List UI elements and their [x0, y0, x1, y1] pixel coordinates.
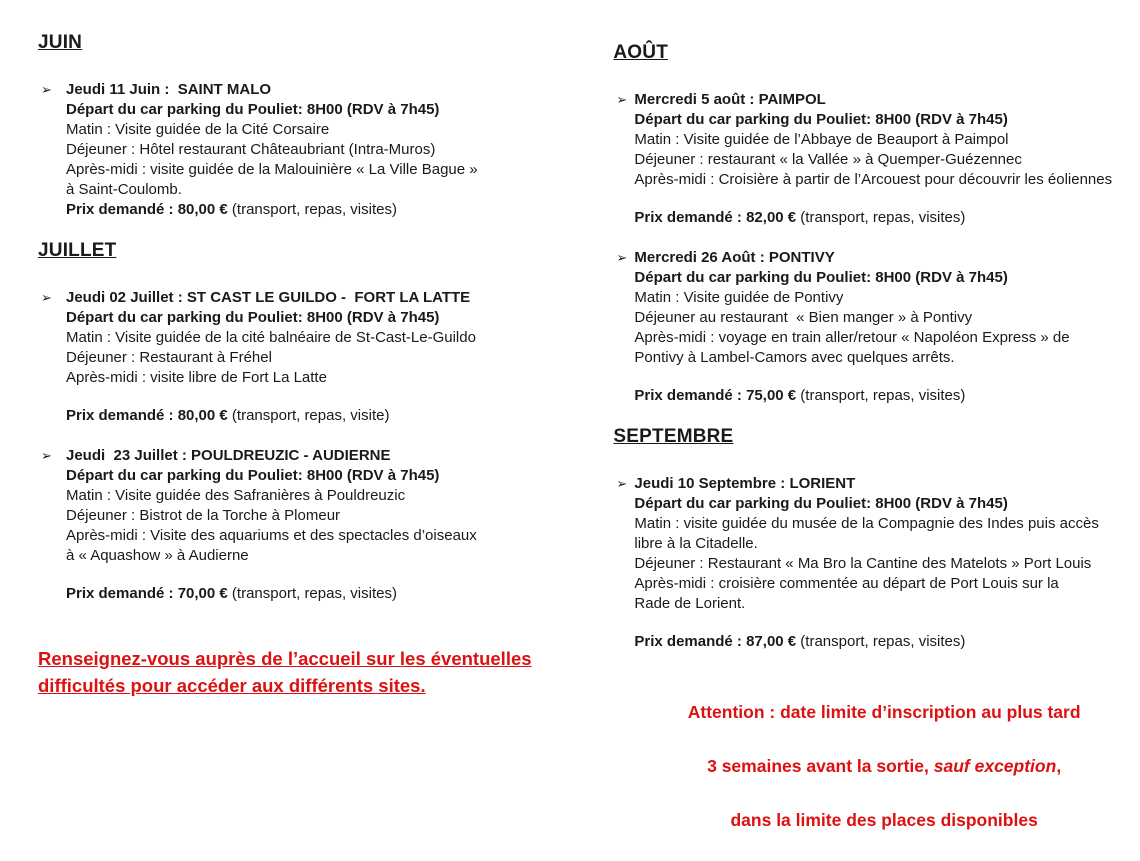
event-st-cast: [38, 288, 572, 426]
price-includes: (transport, repas, visite): [227, 407, 390, 424]
price-line: [634, 208, 1116, 228]
price-line: [634, 632, 1116, 652]
detail-line: Matin : Visite guidée de la cité balnéaire de St-Cast-Le-Guildo: [66, 329, 476, 346]
arrow-bullet-icon: ➢: [616, 92, 628, 107]
two-column-layout: [38, 32, 1116, 861]
month-header-juin: JUIN: [38, 32, 83, 53]
left-column: [38, 32, 582, 861]
detail-line: Matin : Visite guidée de Pontivy: [634, 289, 844, 306]
event-lorient: [613, 474, 1116, 652]
arrow-bullet-icon: ➢: [41, 82, 52, 97]
event-title: Mercredi 26 Août : PONTIVY: [634, 249, 835, 266]
month-header-aout: AOÛT: [613, 42, 669, 63]
event-title: Jeudi 23 Juillet : POULDREUZIC - AUDIERNE: [66, 447, 391, 464]
section-aout: [613, 42, 1116, 406]
detail-line: Matin : Visite guidée des Safranières à Pouldreuzic: [66, 487, 406, 504]
detail-line: Déjeuner au restaurant « Bien manger » à Pontivy: [634, 309, 973, 326]
detail-line: Matin : Visite guidée de l’Abbaye de Beauport à Paimpol: [634, 131, 1009, 148]
price-amount: Prix demandé : 80,00 €: [66, 201, 228, 218]
detail-line: Déjeuner : Bistrot de la Torche à Plomeur: [66, 507, 341, 524]
detail-line: libre à la Citadelle.: [634, 535, 758, 552]
detail-line: Après-midi : Visite des aquariums et des spectacles d’oiseaux: [66, 527, 477, 544]
event-paimpol: [613, 90, 1116, 228]
month-header-juillet: JUILLET: [38, 240, 117, 261]
price-amount: Prix demandé : 80,00 €: [66, 407, 228, 424]
notice-line-2: difficultés pour accéder aux différents sites.: [38, 675, 426, 696]
departure-line: Départ du car parking du Pouliet: 8H00 (RDV à 7h45): [634, 495, 1008, 512]
price-line: [66, 200, 572, 220]
price-amount: Prix demandé : 82,00 €: [634, 209, 797, 226]
price-includes: (transport, repas, visites): [796, 387, 966, 404]
price-includes: (transport, repas, visites): [227, 585, 397, 602]
detail-line: Après-midi : croisière commentée au départ de Port Louis sur la: [634, 575, 1059, 592]
detail-line: Matin : Visite guidée de la Cité Corsaire: [66, 121, 330, 138]
event-title: Jeudi 11 Juin : SAINT MALO: [66, 81, 272, 98]
departure-line: Départ du car parking du Pouliet: 8H00 (RDV à 7h45): [66, 309, 440, 326]
arrow-bullet-icon: ➢: [41, 448, 52, 463]
attention-line-2-pre: 3 semaines avant la sortie,: [707, 756, 934, 776]
price-line: [66, 584, 572, 604]
price-includes: (transport, repas, visites): [796, 633, 966, 650]
detail-line: Déjeuner : Restaurant « Ma Bro la Cantine des Matelots » Port Louis: [634, 555, 1092, 572]
event-pouldreuzic: [38, 446, 572, 604]
departure-line: Départ du car parking du Pouliet: 8H00 (RDV à 7h45): [634, 269, 1008, 286]
detail-line: Après-midi : visite guidée de la Malouinière « La Ville Bague »: [66, 161, 478, 178]
price-line: [634, 386, 1116, 406]
detail-line: Déjeuner : restaurant « la Vallée » à Quemper-Guézennec: [634, 151, 1022, 168]
price-includes: (transport, repas, visites): [796, 209, 966, 226]
notice-line-1: Renseignez-vous auprès de l’accueil sur les éventuelles: [38, 648, 532, 669]
event-title: Jeudi 02 Juillet : ST CAST LE GUILDO - FORT LA LATTE: [66, 289, 471, 306]
arrow-bullet-icon: ➢: [616, 250, 628, 265]
price-amount: Prix demandé : 70,00 €: [66, 585, 228, 602]
section-juillet: [38, 240, 572, 604]
detail-line: à « Aquashow » à Audierne: [66, 547, 249, 564]
attention-line-2-italic: sauf exception: [933, 756, 1057, 776]
attention-line-2-post: ,: [1056, 756, 1062, 776]
detail-line: Rade de Lorient.: [634, 595, 746, 612]
detail-line: Après-midi : voyage en train aller/retour « Napoléon Express » de: [634, 329, 1070, 346]
arrow-bullet-icon: ➢: [41, 290, 52, 305]
event-title: Jeudi 10 Septembre : LORIENT: [634, 475, 856, 492]
price-line: [66, 406, 572, 426]
detail-line: Après-midi : visite libre de Fort La Latte: [66, 369, 327, 386]
detail-line: Après-midi : Croisière à partir de l’Arcouest pour découvrir les éoliennes: [634, 171, 1113, 188]
arrow-bullet-icon: ➢: [616, 476, 628, 491]
event-pontivy: [613, 248, 1116, 406]
departure-line: Départ du car parking du Pouliet: 8H00 (RDV à 7h45): [66, 101, 440, 118]
registration-deadline-warning: [613, 672, 1116, 861]
section-juin: [38, 32, 572, 220]
price-includes: (transport, repas, visites): [227, 201, 397, 218]
price-amount: Prix demandé : 75,00 €: [634, 387, 797, 404]
departure-line: Départ du car parking du Pouliet: 8H00 (RDV à 7h45): [634, 111, 1008, 128]
month-header-septembre: SEPTEMBRE: [613, 426, 734, 447]
event-saint-malo: [38, 80, 572, 220]
attention-line-1: Attention : date limite d’inscription au plus tard: [687, 702, 1081, 722]
departure-line: Départ du car parking du Pouliet: 8H00 (RDV à 7h45): [66, 467, 440, 484]
detail-line: à Saint-Coulomb.: [66, 181, 182, 198]
reception-notice: [38, 645, 572, 699]
detail-line: Matin : visite guidée du musée de la Compagnie des Indes puis accès: [634, 515, 1099, 532]
detail-line: Pontivy à Lambel-Camors avec quelques arrêts.: [634, 349, 955, 366]
detail-line: Déjeuner : Restaurant à Fréhel: [66, 349, 272, 366]
attention-line-3: dans la limite des places disponibles: [730, 810, 1038, 830]
section-septembre: [613, 426, 1116, 652]
event-title: Mercredi 5 août : PAIMPOL: [634, 91, 826, 108]
price-amount: Prix demandé : 87,00 €: [634, 633, 797, 650]
right-column: [613, 32, 1116, 861]
detail-line: Déjeuner : Hôtel restaurant Châteaubriant (Intra-Muros): [66, 141, 436, 158]
